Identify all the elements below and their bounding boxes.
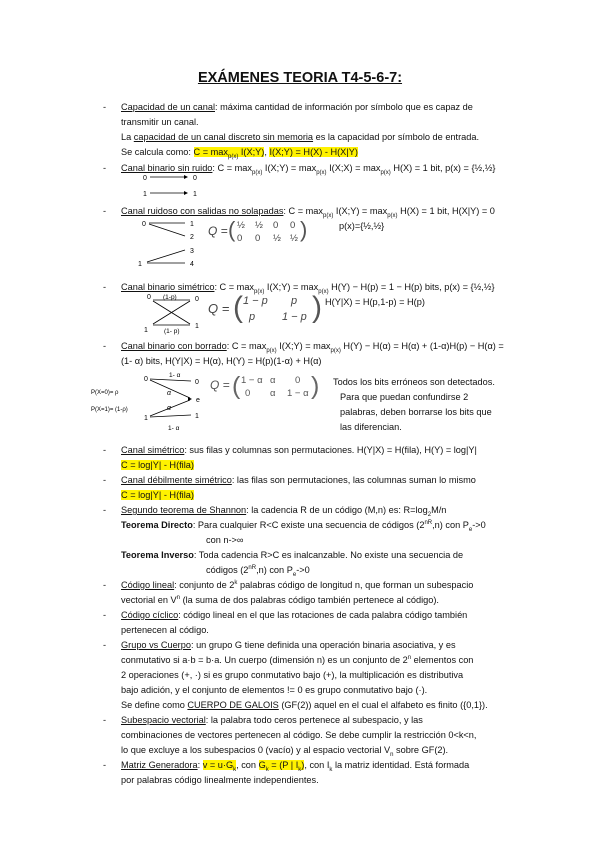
- node-out-4: 4: [190, 261, 194, 268]
- matrix-bracket-right: ): [312, 291, 322, 324]
- canal-ruidoso-line-1: Canal ruidoso con salidas no solapadas: $C = \max_{p(x)}$ I(X;Y) = $\max_{p(x)} H(X) = 1$ bit, H(X|Y) = 0: [121, 206, 495, 219]
- bullet: -: [103, 102, 107, 112]
- codigo-ciclico-line: Código cíclico: código lineal en el que las rotaciones de cada palabra código también: [121, 610, 468, 620]
- node-out-0: 0: [195, 379, 199, 386]
- bec-diagram: [90, 370, 210, 434]
- matrix-bracket-right: ): [311, 372, 320, 400]
- bullet: -: [103, 445, 107, 455]
- label-1-p: (1-p): [163, 294, 177, 301]
- matrix-cell: p: [291, 295, 298, 307]
- edge: [150, 379, 191, 381]
- canal-simetrico-line: Canal simétrico: sus filas y columnas son permutaciones. H(Y|X) = H(fila), H(Y) = log|Y|: [121, 445, 477, 455]
- capacidad-line-1: Capacidad de un canal: máxima cantidad de información por símbolo que es capaz de: [121, 102, 473, 112]
- subespacio-line-2: combinaciones de vectores pertenecen al código. Se debe cumplir la restricción 0<k<n,: [121, 730, 477, 740]
- matriz-generadora-line: Matriz Generadora: $v = u\cdot G_k$, con $G_k = (P$ | $I_k$), con $I_k$ la matriz identidad. Está formada: [121, 760, 470, 773]
- arrow-head: [184, 175, 188, 179]
- borrado-note-2: Para que puedan confundirse 2: [340, 392, 469, 402]
- matrix-cell: ½: [255, 220, 263, 231]
- bsc-diagram: [140, 291, 210, 335]
- canal-sin-ruido-line: Canal binario sin ruido: $C = \max_{p(x)}$ I(X;Y) = $\max_{p(x)}$ I(X;X) = $\max_{p(x)} H(X) = 1$ bit, p(x) = {½,½}: [121, 163, 496, 176]
- matrix-label: Q =: [208, 301, 230, 316]
- node-out-e: e: [196, 397, 200, 404]
- node-out-1: 1: [195, 413, 199, 420]
- capacidad-line-2: transmitir un canal.: [121, 117, 199, 127]
- matrix-cell: α: [270, 375, 276, 386]
- matrix-cell: 0: [290, 220, 296, 231]
- grupo-cuerpo-line-2: conmutativo si a·b = b·a. Un cuerpo (dimensión n) es un conjunto de 2$^n$ elementos con: [121, 654, 474, 665]
- arrow-head: [184, 191, 188, 195]
- matrix-bracket-left: (: [232, 372, 241, 400]
- matrix-bracket-left: (: [233, 291, 243, 324]
- node-in-0: 0: [143, 175, 147, 182]
- canal-simetrico-formula: C = log|Y| - H(fila): [121, 460, 194, 470]
- grupo-cuerpo-line-4: bajo adición, y el conjunto de elementos != 0 es grupo conmutativo bajo (·).: [121, 685, 428, 695]
- borrado-note-3: palabras, deben borrarse los bits que: [340, 407, 492, 417]
- canal-ruidoso-line-2: p(x)={½,½}: [339, 221, 385, 231]
- matrix-cell: 1 − p: [243, 295, 268, 307]
- label-alpha: α: [167, 390, 171, 397]
- label-1-alpha: 1- α: [169, 372, 181, 379]
- node-in-0: 0: [147, 294, 151, 301]
- node-out-1: 1: [193, 191, 197, 198]
- bullet: -: [103, 715, 107, 725]
- edge: [149, 224, 185, 236]
- subespacio-line-1: Subespacio vectorial: la palabra todo ceros pertenece al subespacio, y las: [121, 715, 423, 725]
- sin-ruido-diagram: [138, 172, 228, 200]
- bullet: -: [103, 475, 107, 485]
- matrix-bracket-left: (: [228, 217, 236, 242]
- matrix-cell: α: [270, 388, 276, 399]
- page-title: EXÁMENES TEORIA T4-5-6-7:: [197, 70, 403, 86]
- ruidoso-matrix: [208, 218, 308, 244]
- matrix-label: Q =: [208, 224, 228, 238]
- capacidad-formula: Se calcula como: $C = \max_{p(x)}$ I(X;Y), I(X;Y) = H(X) - H(X|Y): [121, 147, 358, 160]
- node-in-1: 1: [143, 191, 147, 198]
- matrix-cell: 0: [295, 375, 301, 386]
- bullet: -: [103, 760, 107, 770]
- matriz-generadora-line-2: por palabras código linealmente independientes.: [121, 775, 319, 785]
- grupo-cuerpo-line-3: 2 operaciones (+, ·) si es grupo conmutativo bajo (+), la multiplicación es distributiva: [121, 670, 464, 680]
- matrix-cell: ½: [237, 220, 245, 231]
- canal-debil-formula: C = log|Y| - H(fila): [121, 490, 194, 500]
- node-in-1: 1: [138, 261, 142, 268]
- bullet: -: [103, 206, 107, 216]
- bullet: -: [103, 282, 107, 292]
- capacidad-line-3: La capacidad de un canal discreto sin memoria es la capacidad por símbolo de entrada.: [121, 132, 480, 142]
- node-in-1: 1: [144, 415, 148, 422]
- label-1-p: (1- p): [164, 328, 180, 335]
- teorema-directo-line-2: con n->∞: [206, 535, 244, 545]
- node-out-1: 1: [195, 323, 199, 330]
- codigo-lineal-line: Código lineal: conjunto de 2$^k$ palabras código de longitud n, que forman un subespacio: [121, 579, 474, 590]
- node-out-0: 0: [195, 296, 199, 303]
- matrix-cell: 1 − α: [287, 388, 309, 399]
- node-out-0: 0: [193, 175, 197, 182]
- canal-debil-line: Canal débilmente simétrico: las filas son permutaciones, las columnas suman lo mismo: [121, 475, 476, 485]
- matrix-cell: 1 − p: [282, 311, 307, 323]
- shannon-line: Segundo teorema de Shannon: la cadencia R de un código (M,n) es: $R=\log_2M/n$: [121, 505, 447, 518]
- bullet: -: [103, 640, 107, 650]
- bullet: -: [103, 163, 107, 173]
- term-capacidad: Capacidad de un canal: [121, 102, 215, 112]
- canal-borrado-line-2: (1- α) bits, H(Y|X) = H(α), H(Y) = H(p)(1-α) + H(α): [121, 356, 322, 366]
- matrix-cell: 1 − α: [241, 375, 263, 386]
- node-in-0: 0: [142, 221, 146, 228]
- node-in-1: 1: [144, 327, 148, 334]
- node-out-2: 2: [190, 234, 194, 241]
- matrix-bracket-right: ): [300, 217, 308, 242]
- matrix-cell: 0: [245, 388, 251, 399]
- edge: [147, 250, 185, 262]
- canal-simetrico-binario-line-2: H(Y|X) = H(p,1-p) = H(p): [325, 297, 425, 307]
- node-out-3: 3: [190, 248, 194, 255]
- label-1-alpha: 1- α: [168, 425, 180, 432]
- codigo-ciclico-line-2: pertenecen al código.: [121, 625, 209, 635]
- codigo-lineal-line-2: vectorial en $V^n$ (la suma de dos palabras código también pertenece al código).: [121, 594, 439, 605]
- label-alpha: α: [167, 405, 171, 412]
- teorema-inverso-line: Teorema Inverso: Toda cadencia R>C es inalcanzable. No existe una secuencia de: [121, 550, 464, 560]
- borrado-note-4: las diferencian.: [340, 422, 402, 432]
- matrix-cell: ½: [273, 233, 281, 244]
- grupo-cuerpo-line-5: Se define como CUERPO DE GALOIS (GF(2)) aquel en el cual el alfabeto es finito ({0,1}).: [121, 700, 488, 710]
- matrix-cell: 0: [273, 220, 279, 231]
- canal-simetrico-binario-line: Canal binario simétrico: $C = \max_{p(x)}$ I(X;Y) = $\max_{p(x)} H(Y) - H(p) = 1 - H(p)$ bits, p(x) = {½,½}: [121, 282, 495, 295]
- node-out-1: 1: [190, 221, 194, 228]
- edge: [150, 415, 191, 417]
- matrix-cell: p: [249, 311, 256, 323]
- bullet: -: [103, 580, 107, 590]
- matrix-cell: 0: [237, 233, 243, 244]
- canal-borrado-line-1: Canal binario con borrado: $C = \max_{p(x)}$ I(X;Y) = $\max_{p(x)} H(Y) - H(\alpha) = H(\alpha) + (1-\alpha)H(p) - H(\alpha)$ =: [121, 341, 504, 354]
- bullet: -: [103, 341, 107, 351]
- label-px0: P(X=0)= ρ: [91, 390, 119, 396]
- teorema-directo-line: Teorema Directo: Para cualquier R<C existe una secuencia de códigos $(2^{nR},n)$ con $P_e->0$: [121, 519, 486, 533]
- matrix-label: Q =: [210, 378, 230, 392]
- bsc-matrix: [208, 291, 322, 325]
- bec-matrix: [210, 373, 320, 403]
- matrix-cell: ½: [290, 233, 298, 244]
- matrix-cell: 0: [255, 233, 261, 244]
- subespacio-line-3: lo que excluye a los subespacios 0 (vacío) y al espacio vectorial $V_n$ sobre GF(2).: [121, 745, 449, 758]
- grupo-cuerpo-line-1: Grupo vs Cuerpo: un grupo G tiene definida una operación binaria asociativa, y es: [121, 640, 456, 650]
- bullet: -: [103, 610, 107, 620]
- bullet: -: [103, 505, 107, 515]
- label-px1: P(X=1)= (1-ρ): [91, 407, 128, 413]
- node-in-0: 0: [144, 376, 148, 383]
- borrado-note-1: Todos los bits erróneos son detectados.: [333, 377, 495, 387]
- teorema-inverso-line-2: códigos $(2^{nR},n)$ con $P_e->0$: [206, 564, 310, 578]
- ruidoso-diagram: [135, 218, 205, 270]
